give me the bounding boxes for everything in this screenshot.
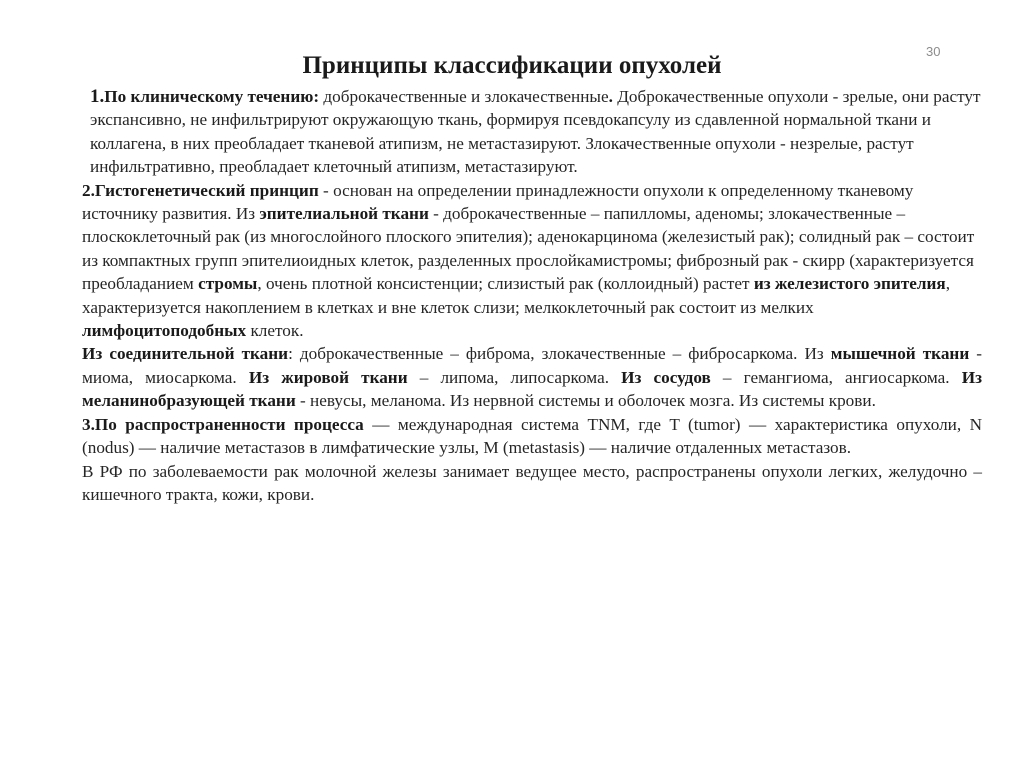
closing-paragraph: В РФ по заболеваемости рак молочной железы занимает ведущее место, распространены опухоли легких, желудочно – кишечного тракта, кожи, крови. <box>82 461 982 504</box>
section2b-melanin: Из меланинобразующей ткани <box>82 367 982 411</box>
section2-text-e: клеток. <box>246 321 304 341</box>
slide-content <box>82 85 982 506</box>
section2-stroma: стромы <box>198 274 258 294</box>
section2-epithelial: эпителиальной ткани <box>259 204 429 224</box>
section2-text-a: - основан на определении принадлежности опухоли к определенному тканевому источнику развития. Из <box>82 180 914 224</box>
section2b-text-a: : доброкачественные – фиброма, злокачественные – фибросаркома. Из <box>288 344 831 364</box>
slide-number: 30 <box>926 44 941 59</box>
section2b-text-d: – гемангиома, ангиосаркома. <box>710 367 962 387</box>
section-prevalence <box>82 413 982 460</box>
section3-text: — международная система TNM, где T (tumor) — характеристика опухоли, N (nodus) — наличие метастазов в лимфатические узлы, M (metastasis) — наличие отдаленных метастазов. <box>82 414 982 458</box>
section1-text-b: Доброкачественные опухоли - зрелые, они растут экспансивно, не инфильтрируют окружающую ткань, формируя псевдокапсулу из сдавленной нормальной ткани и коллагена, в них преобладает тканевой атипизм, не метастазируют. Злокачественные опухоли - незрелые, растут инфильтративно, преобладает клеточный атипизм, метастазируют. <box>90 87 981 177</box>
section2-text-c: , очень плотной консистенции; слизистый рак (коллоидный) растет <box>257 274 754 294</box>
section-histogenetic <box>82 179 982 343</box>
page-title: Принципы классификации опухолей <box>302 52 722 79</box>
section1-heading: По клиническому течению: <box>104 87 320 106</box>
section2-text-d: , характеризуется накоплением в клетках и вне клеток слизи; мелкоклеточный рак состоит из мелких <box>82 274 951 317</box>
section1-number: 1. <box>90 86 105 107</box>
section2-glandular: из железистого эпителия <box>753 274 946 294</box>
section2b-fat: Из жировой ткани <box>248 367 408 387</box>
section2b-muscle: мышечной ткани <box>830 344 970 364</box>
section2b-connective: Из соединительной ткани <box>82 344 289 364</box>
section3-heading: 3.По распространенности процесса <box>82 414 364 434</box>
section1-dot: . <box>608 87 613 106</box>
section2-heading: 2.Гистогенетический принцип <box>82 180 319 200</box>
section-connective-tissue <box>82 342 982 412</box>
section2b-text-b: - миома, миосаркома. <box>82 344 982 387</box>
section-clinical-course <box>82 85 982 179</box>
section2-lymphoid: лимфоцитоподобных <box>82 321 247 341</box>
section1-text-a: доброкачественные и злокачественные <box>319 87 609 106</box>
section2-text-b: - доброкачественные – папилломы, аденомы; злокачественные – плоскоклеточный рак (из многослойного плоского эпителия); аденокарцинома (железистый рак); солидный рак – состоит из компактных групп эпителиоидных клеток, разделенных прослойкамистромы; фиброзный рак - скирр (характеризуется преобладанием <box>82 204 975 294</box>
section2b-text-c: – липома, липосаркома. <box>407 367 622 387</box>
section2b-text-e: - невусы, меланома. Из нервной системы и оболочек мозга. Из системы крови. <box>295 391 876 411</box>
section2b-vessels: Из сосудов <box>621 367 711 387</box>
